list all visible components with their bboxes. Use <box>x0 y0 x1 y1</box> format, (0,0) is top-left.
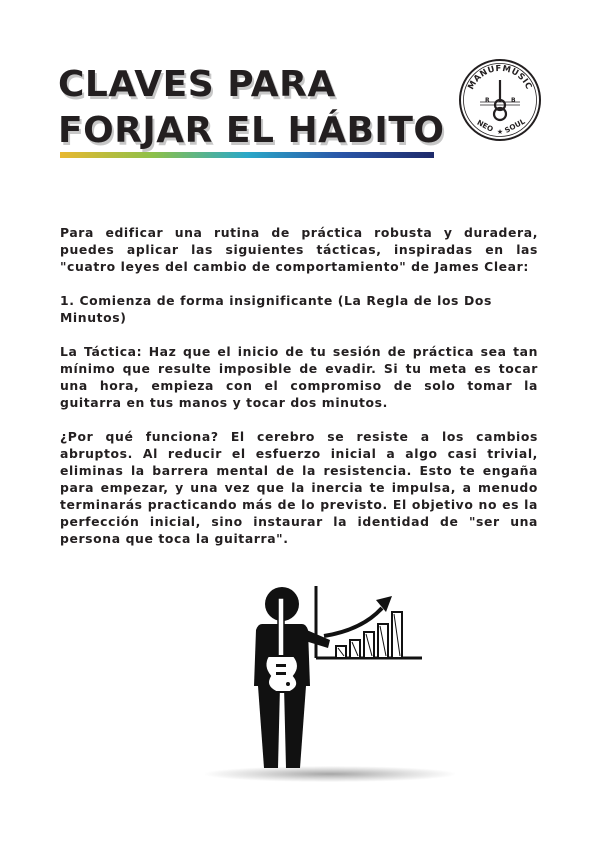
logo-r-letter: R <box>485 97 490 104</box>
logo-star: ★ <box>496 128 504 136</box>
section-heading: 1. Comienza de forma insignificante (La Regla de los Dos Minutos) <box>60 293 492 325</box>
page-title <box>58 62 444 154</box>
logo-b-letter: B <box>511 97 516 104</box>
body-text <box>60 224 538 564</box>
title-line-2: FORJAR EL HÁBITO <box>58 110 445 151</box>
logo-neo-text: NEO <box>475 117 495 134</box>
logo-soul-text: SOUL <box>503 116 527 135</box>
tactic-paragraph: La Táctica: Haz que el inicio de tu sesión de práctica sea tan mínimo que resulte imposible de evadir. Si tu meta es tocar una hora, empieza con el compromiso de solo tomar la guitarra en tus manos y tocar dos minutos. <box>60 344 538 410</box>
manufmusic-logo <box>458 58 542 142</box>
title-gradient-underline <box>60 152 434 158</box>
logo-top-text: MANUFMUSIC <box>465 62 535 91</box>
intro-paragraph: Para edificar una rutina de práctica robusta y duradera, puedes aplicar las siguientes tácticas, inspiradas en las "cuatro leyes del cambio de comportamiento" de James Clear: <box>60 225 538 274</box>
title-line-1: CLAVES PARA <box>58 64 336 105</box>
why-paragraph: ¿Por qué funciona? El cerebro se resiste a los cambios abruptos. Al reducir el esfuerzo inicial a algo casi trivial, eliminas la barrera mental de la resistencia. Esto te engaña para empezar, y una vez que la inercia te impulsa, a menudo terminarás practicando más de lo previsto. El objetivo no es la perfección inicial, sino instaurar la identidad de "ser una persona que toca la guitarra". <box>60 429 538 546</box>
person-with-guitar-growth-chart-icon <box>232 578 422 778</box>
